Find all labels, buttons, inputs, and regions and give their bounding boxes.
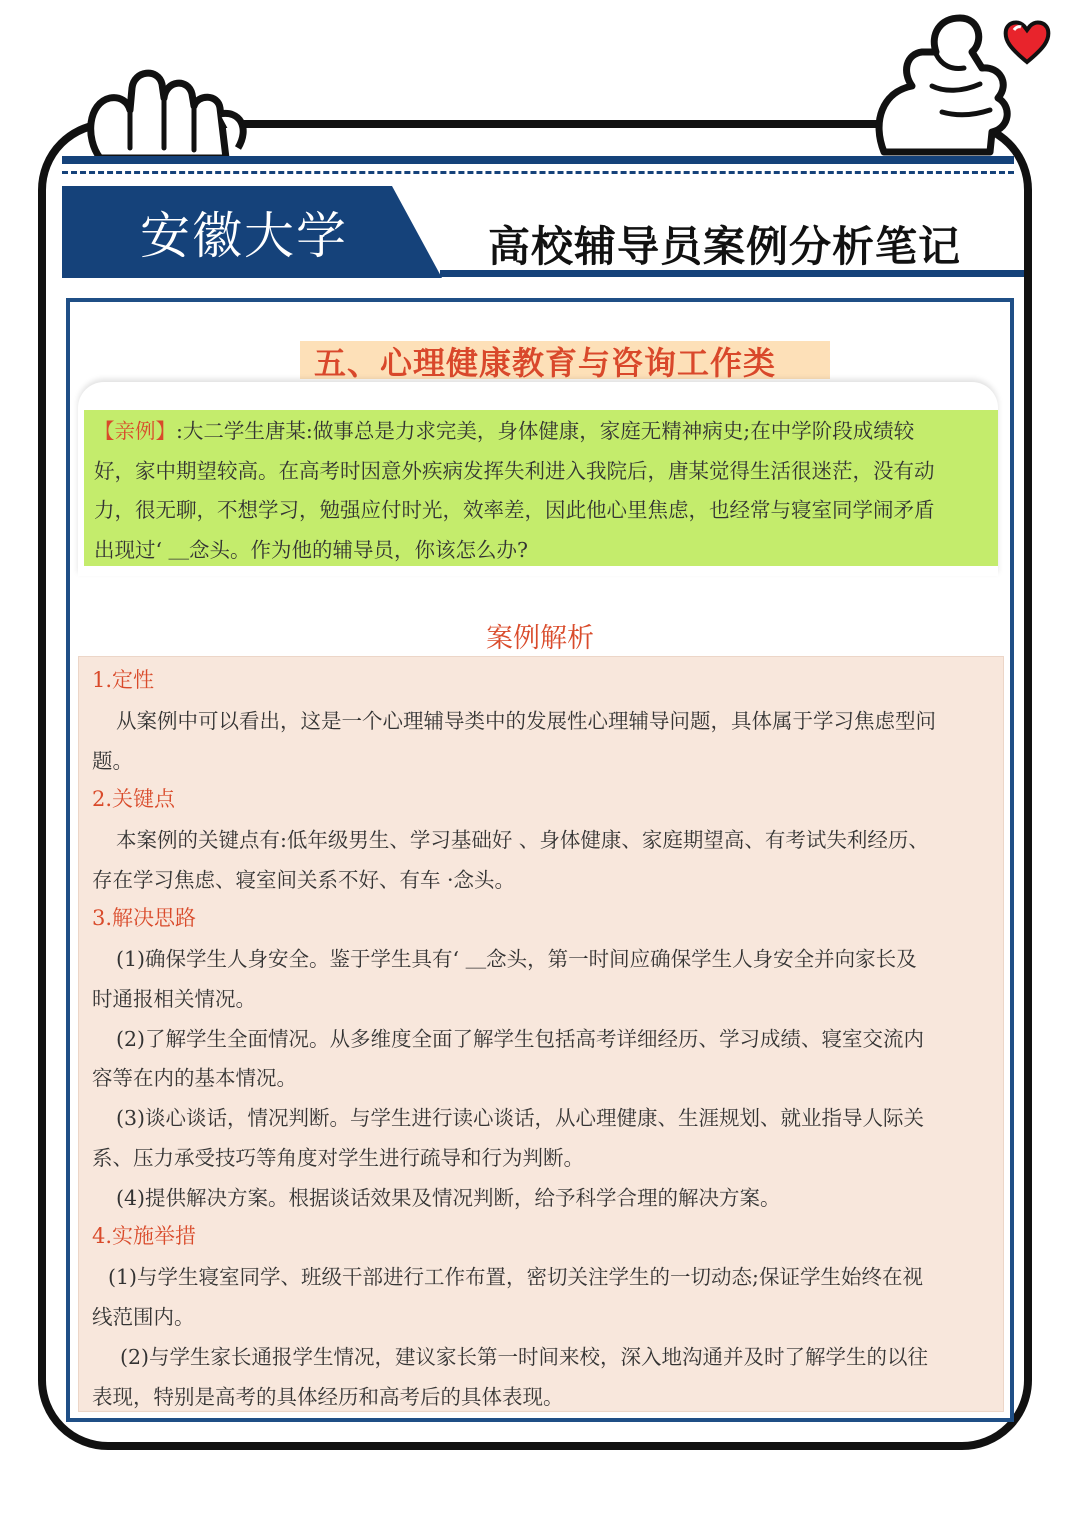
page-title: 高校辅导员案例分析笔记 [488, 222, 962, 271]
text-line: 时通报相关情况。 [92, 987, 256, 1011]
university-name: 安徽大学 [140, 207, 348, 265]
heading-qualitative: 1.定性 [92, 668, 155, 692]
text-line: (4)提供解决方案。根据谈话效果及情况判断，给予科学合理的解决方案。 [116, 1186, 781, 1210]
text-line: (2)了解学生全面情况。从多维度全面了解学生包括高考详细经历、学习成绩、寝室交流内 [116, 1027, 925, 1051]
header-top-rule [62, 156, 1014, 164]
text-line: 系、压力承受技巧等角度对学生进行疏导和行为判断。 [92, 1146, 584, 1170]
case-line: 好，家中期望较高。在高考时因意外疾病发挥失利进入我院后，唐某觉得生活很迷茫，没有动 [94, 458, 935, 483]
pointing-hand-icon [872, 12, 1022, 162]
header-dashed-rule [62, 171, 1014, 174]
heading-approach: 3.解决思路 [92, 906, 197, 930]
text-line: (2)与学生家长通报学生情况，建议家长第一时间来校，深入地沟通并及时了解学生的以往 [120, 1345, 929, 1369]
text-line: 题。 [92, 749, 133, 773]
case-tag: 【亲例】 [94, 419, 176, 443]
analysis-heading: 案例解析 [486, 623, 594, 654]
text-line: 线范围内。 [92, 1305, 195, 1329]
fist-hand-icon [80, 58, 250, 168]
text-line: 从案例中可以看出，这是一个心理辅导类中的发展性心理辅导问题，具体属于学习焦虑型问 [116, 709, 936, 733]
case-line: 【亲例】:大二学生唐某:做事总是力求完美，身体健康，家庭无精神病史;在中学阶段成绩较 [94, 419, 915, 443]
section-title: 五、心理健康教育与咨询工作类 [314, 344, 777, 382]
text-line: 表现，特别是高考的具体经历和高考后的具体表现。 [92, 1385, 564, 1409]
text-line: 存在学习焦虑、寝室间关系不好、有车 ·念头。 [92, 868, 516, 892]
text-line: (3)谈心谈话，情况判断。与学生进行读心谈话，从心理健康、生涯规划、就业指导人际关 [116, 1106, 925, 1130]
case-text [94, 412, 996, 570]
heading-measures: 4.实施举措 [92, 1224, 197, 1248]
heart-icon [1002, 18, 1052, 66]
heading-key-points: 2.关键点 [92, 787, 176, 811]
text-line: 本案例的关键点有:低年级男生、学习基础好 、身体健康、家庭期望高、有考试失利经历、 [116, 828, 929, 852]
case-line: 出现过‘ ＿念头。作为他的辅导员，你该怎么办? [94, 537, 529, 562]
text-line: (1)确保学生人身安全。鉴于学生具有‘ ＿念头，第一时间应确保学生人身安全并向家长及 [116, 947, 917, 971]
text-line: 容等在内的基本情况。 [92, 1066, 297, 1090]
text-line: (1)与学生寝室同学、班级干部进行工作布置，密切关注学生的一切动态;保证学生始终在视 [108, 1265, 923, 1289]
case-line: 力，很无聊，不想学习，勉强应付时光，效率差，因此他心里焦虑，也经常与寝室同学闹矛盾 [94, 498, 935, 522]
